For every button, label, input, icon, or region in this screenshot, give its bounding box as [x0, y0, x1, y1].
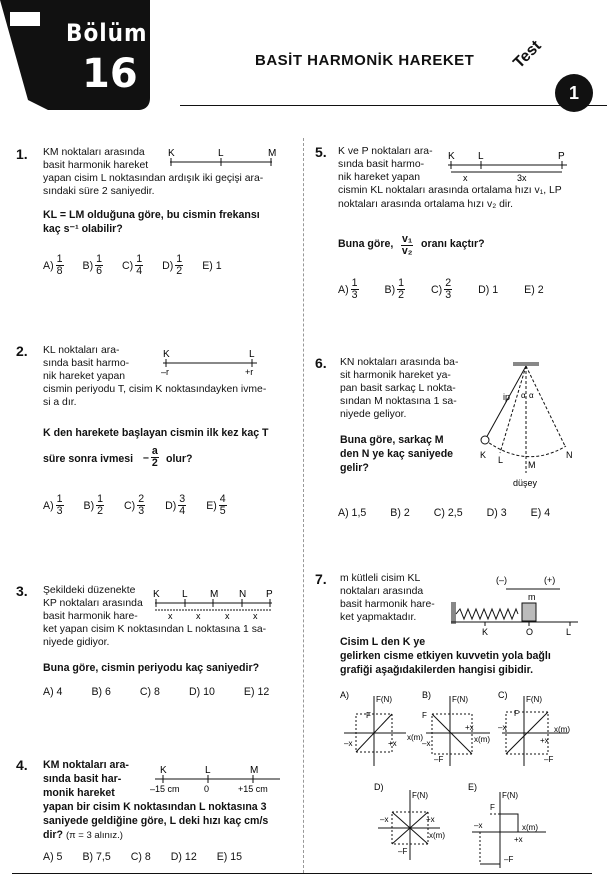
question-text: noktaları arasında ortalama hızı v₂ dir.	[338, 199, 513, 210]
svg-text:–x: –x	[498, 723, 507, 732]
svg-text:B): B)	[422, 690, 431, 700]
question-text: basit harmonik hare-	[340, 599, 435, 610]
pendulum-figure	[470, 358, 580, 493]
svg-text:+x: +x	[514, 835, 523, 844]
option-b[interactable]: B) $\frac{1}{2}$	[384, 277, 404, 301]
answer-options	[43, 851, 242, 863]
svg-text:–F: –F	[504, 855, 514, 864]
option-d[interactable]: D) 12	[170, 851, 197, 863]
question-prompt: grafiği aşağıdakilerden hangisi gibidir.	[340, 664, 534, 676]
question-prompt: KM noktaları ara-	[43, 759, 129, 771]
question-prompt: süre sonra ivmesi	[43, 453, 134, 465]
question-text: noktaları arasında	[340, 586, 424, 597]
svg-text:x: x	[225, 611, 230, 620]
svg-text:–15 cm: –15 cm	[150, 784, 180, 794]
question-text: Şekildeki düzenekte	[43, 585, 136, 596]
q4-figure	[150, 762, 290, 796]
svg-text:α: α	[529, 391, 534, 400]
option-d[interactable]: D) $\frac{3}{4}$	[165, 493, 186, 517]
question-prompt: K den harekete başlayan cismin ilk kez kaç T	[43, 427, 269, 439]
option-d[interactable]: D) 10	[188, 686, 215, 698]
svg-text:F(N): F(N)	[502, 791, 518, 800]
svg-text:x: x	[463, 173, 468, 182]
graph-e[interactable]	[466, 780, 576, 870]
question-text: sında basit harmo-	[338, 159, 425, 170]
question-prompt: KL = LM olduğuna göre, bu cismin frekansı	[43, 209, 260, 221]
question-number: 1.	[16, 146, 28, 162]
svg-text:–r: –r	[161, 367, 170, 377]
question-text: sit harmonik hareket ya-	[340, 370, 451, 381]
svg-text:–F: –F	[398, 847, 408, 856]
svg-text:–x: –x	[474, 821, 483, 830]
option-d[interactable]: D) 3	[486, 507, 507, 519]
answer-options	[338, 278, 544, 301]
velocity-ratio: $\frac{\text{v₁}}{\text{v₂}}$	[401, 233, 413, 257]
option-e[interactable]: E) 1	[202, 259, 222, 272]
point-label: M	[268, 148, 277, 159]
question-prompt: yapan bir cisim K noktasından L noktasına 3	[43, 801, 267, 813]
graph-d[interactable]	[370, 780, 465, 862]
q2-figure	[155, 346, 275, 378]
svg-text:E): E)	[468, 782, 477, 792]
question-text: si a dır.	[43, 397, 77, 408]
svg-text:+15 cm: +15 cm	[238, 784, 268, 794]
question-text: basit harmonik hareket	[43, 160, 149, 171]
graph-c[interactable]	[496, 688, 591, 768]
question-text: KP noktaları arasında	[43, 598, 143, 609]
svg-text:–x: –x	[344, 739, 353, 748]
question-prompt: Buna göre,	[338, 238, 394, 250]
option-e[interactable]: E) 2	[524, 283, 544, 296]
question-text: ket yapan cisim K noktasından L noktasına 1 sa-	[43, 624, 267, 635]
option-e[interactable]: E) 4	[530, 507, 551, 519]
option-c[interactable]: C) 2,5	[433, 507, 463, 519]
question-number: 6.	[315, 355, 327, 371]
question-prompt: saniyede geldiğine göre, L deki hızı kaç cm/s	[43, 815, 269, 827]
question-prompt: Buna göre, cismin periyodu kaç saniyedir?	[43, 662, 260, 674]
question-text: KL noktaları ara-	[43, 345, 120, 356]
svg-text:+x: +x	[426, 815, 435, 824]
option-b[interactable]: B) 7,5	[82, 851, 111, 863]
svg-text:F: F	[422, 711, 427, 720]
svg-text:L: L	[249, 349, 255, 360]
option-a[interactable]: A) 4	[43, 686, 63, 698]
svg-text:F(N): F(N)	[376, 695, 392, 704]
option-c[interactable]: C) $\frac{2}{3}$	[124, 493, 145, 517]
page-title: BASİT HARMONİK HAREKET	[255, 52, 475, 69]
option-a[interactable]: A) $\frac{1}{3}$	[338, 277, 358, 301]
svg-text:A): A)	[340, 690, 349, 700]
svg-text:N: N	[566, 450, 573, 460]
svg-text:+x: +x	[540, 736, 549, 745]
test-number-badge: 1	[555, 74, 593, 112]
svg-text:x(m): x(m)	[407, 733, 423, 742]
q5-figure	[445, 148, 575, 182]
point-label: K	[168, 148, 175, 159]
svg-text:M: M	[250, 765, 259, 776]
option-c[interactable]: C) $\frac{2}{3}$	[431, 277, 452, 301]
svg-text:C): C)	[498, 690, 508, 700]
svg-text:F: F	[366, 711, 371, 720]
question-text: cismin KL noktaları arasında ortalama hızı v₁, LP	[338, 185, 562, 196]
svg-text:ip: ip	[503, 392, 511, 402]
option-a[interactable]: A) $\frac{1}{8}$	[43, 253, 63, 277]
question-text: cismin periyodu T, cisim K noktasındayken ivme-	[43, 384, 267, 395]
question-text: sından M noktasına 1 sa-	[340, 396, 457, 407]
svg-text:0: 0	[204, 784, 210, 794]
answer-options	[43, 254, 222, 277]
question-prompt: gelirken cisme etkiyen kuvvetin yola bağlı	[340, 650, 551, 662]
option-c[interactable]: C) $\frac{1}{4}$	[122, 253, 143, 277]
svg-text:F: F	[514, 709, 519, 718]
svg-text:F(N): F(N)	[412, 791, 428, 800]
question-number: 3.	[16, 583, 28, 599]
option-c[interactable]: C) 8	[139, 686, 160, 698]
svg-text:+x: +x	[388, 739, 397, 748]
svg-text:α: α	[521, 391, 526, 400]
option-b[interactable]: B) 2	[390, 507, 410, 519]
option-e[interactable]: E) 12	[243, 686, 270, 698]
question-text: KN noktaları arasında ba-	[340, 357, 459, 368]
answer-options	[338, 507, 550, 519]
answer-options	[43, 494, 227, 517]
footer-rule	[12, 873, 592, 874]
question-text: basit harmonik hare-	[43, 611, 138, 622]
svg-text:x: x	[168, 611, 173, 620]
svg-text:–F: –F	[544, 755, 554, 764]
svg-text:D): D)	[374, 782, 384, 792]
svg-text:L: L	[566, 627, 572, 637]
question-text: sında basit harmo-	[43, 358, 130, 369]
svg-text:K: K	[160, 765, 167, 776]
question-number: 5.	[315, 144, 327, 160]
svg-text:P: P	[266, 589, 273, 600]
question-text: m kütleli cisim KL	[340, 573, 421, 584]
question-text: nik hareket yapan	[43, 371, 126, 382]
test-label: Test	[510, 37, 545, 72]
option-d[interactable]: D) $\frac{1}{2}$	[162, 253, 183, 277]
svg-text:F(N): F(N)	[526, 695, 542, 704]
chapter-number: 16	[82, 48, 132, 100]
question-prompt: den N ye kaç saniyede	[340, 448, 454, 460]
svg-text:L: L	[205, 765, 211, 776]
svg-text:x(m): x(m)	[474, 735, 490, 744]
question-number: 7.	[315, 571, 327, 587]
question-prompt: monik hareket	[43, 787, 115, 799]
question-text: pan basit sarkaç L nokta-	[340, 383, 456, 394]
svg-text:x(m): x(m)	[429, 831, 445, 840]
q1-figure	[160, 144, 285, 172]
point-label: L	[218, 148, 224, 159]
svg-text:L: L	[478, 151, 484, 162]
question-text: K ve P noktaları ara-	[338, 146, 433, 157]
question-text: yapan cisim L noktasından ardışık iki geçişi ara-	[43, 173, 264, 184]
svg-text:F(N): F(N)	[452, 695, 468, 704]
svg-text:K: K	[163, 349, 170, 360]
question-number: 4.	[16, 757, 28, 773]
header-rule	[180, 105, 607, 106]
graph-a[interactable]	[336, 688, 426, 768]
svg-text:–x: –x	[422, 739, 431, 748]
spring-mass-figure	[448, 572, 588, 640]
svg-text:K: K	[153, 589, 160, 600]
svg-text:N: N	[239, 589, 247, 600]
svg-text:x(m): x(m)	[554, 725, 570, 734]
question-prompt: oranı kaçtır?	[421, 238, 485, 250]
question-prompt: gelir?	[340, 462, 369, 474]
question-prompt: Cisim L den K ye	[340, 636, 426, 648]
acceleration-fraction: – $\frac{a}{2}$	[143, 445, 158, 469]
svg-text:x(m): x(m)	[522, 823, 538, 832]
svg-text:K: K	[448, 151, 455, 162]
svg-text:P: P	[558, 151, 565, 162]
option-a[interactable]: A) 5	[43, 851, 63, 863]
chapter-label: Bölüm	[66, 19, 148, 47]
svg-text:m: m	[528, 592, 536, 602]
question-text: niyede geliyor.	[340, 409, 407, 420]
option-e[interactable]: E) $\frac{4}{5}$	[206, 493, 226, 517]
svg-text:L: L	[182, 589, 188, 600]
option-b[interactable]: B) $\frac{1}{2}$	[83, 493, 103, 517]
question-number: 2.	[16, 343, 28, 359]
question-prompt: sında basit har-	[43, 773, 122, 785]
svg-text:M: M	[210, 589, 219, 600]
svg-text:–x: –x	[380, 815, 389, 824]
question-prompt: kaç s⁻¹ olabilir?	[43, 223, 123, 235]
option-c[interactable]: C) 8	[130, 851, 151, 863]
svg-text:M: M	[528, 460, 536, 470]
question-text: nik hareket yapan	[338, 172, 421, 183]
question-text: sındaki süre 2 saniyedir.	[43, 186, 155, 197]
svg-text:K: K	[480, 450, 487, 460]
option-b[interactable]: B) 6	[91, 686, 111, 698]
svg-text:düşey: düşey	[513, 478, 538, 488]
svg-text:x: x	[253, 611, 258, 620]
svg-text:K: K	[482, 627, 489, 637]
question-text: niyede gidiyor.	[43, 637, 110, 648]
svg-text:O: O	[526, 627, 534, 637]
option-b[interactable]: B) $\frac{1}{6}$	[82, 253, 102, 277]
svg-text:F: F	[490, 803, 495, 812]
svg-text:x: x	[196, 611, 201, 620]
question-text: ket yapmaktadır.	[340, 612, 417, 623]
column-divider	[303, 138, 304, 873]
option-d[interactable]: D) 1	[478, 283, 499, 296]
svg-text:–F: –F	[434, 755, 444, 764]
svg-text:(–): (–)	[496, 575, 507, 585]
svg-text:L: L	[498, 455, 504, 465]
svg-text:+r: +r	[245, 367, 254, 377]
svg-text:+x: +x	[465, 723, 474, 732]
question-text: KM noktaları arasında	[43, 147, 145, 158]
answer-options	[43, 686, 269, 698]
option-e[interactable]: E) 15	[216, 851, 243, 863]
question-prompt: olur?	[166, 453, 193, 465]
option-a[interactable]: A) $\frac{1}{3}$	[43, 493, 63, 517]
question-prompt: Buna göre, sarkaç M	[340, 434, 444, 446]
q3-figure	[150, 586, 280, 620]
svg-text:3x: 3x	[517, 173, 527, 182]
option-a[interactable]: A) 1,5	[338, 507, 367, 519]
question-prompt: dir? (π = 3 alınız.)	[43, 829, 123, 841]
svg-text:(+): (+)	[544, 575, 556, 585]
